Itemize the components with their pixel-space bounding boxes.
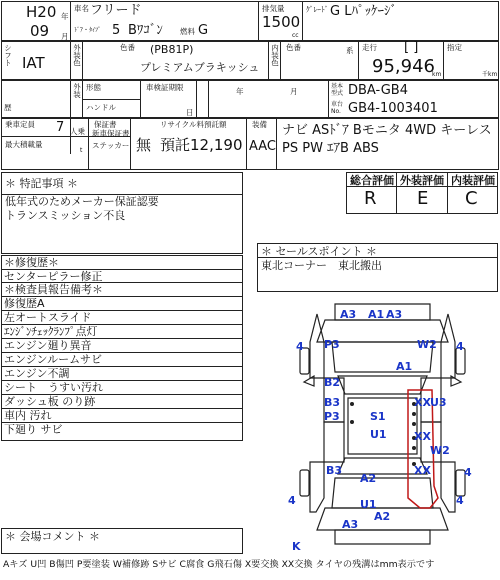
model: DBA-GB4 bbox=[348, 83, 408, 98]
displacement: 1500 bbox=[262, 13, 301, 31]
label-w2-r: W2 bbox=[417, 338, 437, 351]
label-w2-r2: W2 bbox=[430, 444, 450, 457]
assess-unit: 千km bbox=[482, 71, 498, 78]
label-k: K bbox=[292, 540, 301, 553]
row3-ext-label: 外装 bbox=[72, 83, 82, 98]
equipment: ナビ ASﾄﾞｱ Bモニタ 4WD キーレス PS PW ｴｱB ABS bbox=[282, 123, 492, 156]
capacity-unit: 人乗 bbox=[70, 127, 85, 136]
label-4-tr: 4 bbox=[456, 340, 464, 353]
grade: G Lﾊﾟｯｹｰｼﾞ bbox=[330, 4, 397, 19]
label-a3-b: A3 bbox=[342, 518, 359, 531]
mileage-brackets: [ ] bbox=[404, 40, 419, 55]
mileage-label: 走行 bbox=[362, 43, 377, 52]
ext-color-label: 外装色 bbox=[72, 44, 82, 67]
date-day: 日 bbox=[186, 108, 194, 117]
new-car-label: 新車保証書 bbox=[92, 129, 130, 138]
label-b3-l2: B3 bbox=[326, 464, 343, 477]
repair-title: ＊修復歴＊ bbox=[4, 256, 59, 269]
door-type-label: ﾄﾞｱ・ﾀｲﾌﾟ bbox=[74, 27, 102, 34]
car-name: フリード bbox=[90, 3, 142, 18]
era-year: H20 bbox=[26, 3, 57, 21]
inspection-item: 左オートスライド bbox=[4, 311, 92, 324]
inspection-item: エンジン廻り異音 bbox=[4, 339, 92, 352]
label-u1-c: U1 bbox=[370, 428, 387, 441]
label-s1: S1 bbox=[370, 410, 386, 423]
sticker: 無 bbox=[136, 136, 152, 154]
sales-point-title: ＊ セールスポイント ＊ bbox=[261, 245, 378, 258]
label-4-tl: 4 bbox=[296, 340, 304, 353]
displacement-unit: cc bbox=[292, 32, 299, 39]
max-load-label: 最大積載量 bbox=[5, 140, 43, 149]
date-year: 年 bbox=[236, 87, 244, 96]
inspection-title: ＊検査員報告備考＊ bbox=[4, 283, 103, 296]
fuel-label: 燃料 bbox=[180, 27, 195, 36]
chassis-label: 車台No. bbox=[331, 101, 344, 115]
special-notes-title: ＊ 特記事項 ＊ bbox=[5, 177, 78, 190]
color-name: プレミアムブラキッシュ bbox=[140, 61, 260, 74]
label-4-bl: 4 bbox=[288, 494, 296, 507]
label-4-br: 4 bbox=[456, 494, 464, 507]
label-xx1: XX bbox=[414, 396, 431, 409]
mileage-unit: km bbox=[432, 71, 442, 78]
label-u1-b: U1 bbox=[360, 498, 377, 511]
recycle-label: リサイクル料預託額 bbox=[160, 120, 227, 129]
shift: IAT bbox=[22, 54, 45, 72]
ac: AAC bbox=[249, 139, 276, 154]
car-damage-diagram bbox=[280, 298, 500, 560]
label-a2-c: A2 bbox=[360, 472, 377, 485]
inspection-item: エンジンルームサビ bbox=[4, 353, 102, 366]
venue-comment-title: ＊ 会場コメント ＊ bbox=[5, 530, 100, 543]
capacity: 7 bbox=[56, 120, 65, 135]
warranty-label: 保証書 bbox=[94, 120, 117, 129]
sticker-label: ステッカー bbox=[92, 141, 130, 150]
label-a3-top2: A3 bbox=[386, 308, 403, 321]
color-code: (PB81P) bbox=[150, 43, 194, 56]
displacement-label: 排気量 bbox=[262, 4, 285, 13]
month-unit: 月 bbox=[61, 32, 69, 41]
label-4-r2: 4 bbox=[464, 466, 472, 479]
body-type: Bﾜｺﾞﾝ bbox=[128, 23, 163, 38]
inspection-item: エンジン不調 bbox=[4, 367, 70, 380]
int-color-label: 内装色 bbox=[270, 44, 280, 67]
int-color-suffix: 系 bbox=[346, 46, 354, 55]
label-a1-r: A1 bbox=[396, 360, 413, 373]
fuel: G bbox=[198, 23, 209, 38]
inspection-item: シート うすい汚れ bbox=[4, 381, 103, 394]
label-p3-l2: P3 bbox=[324, 410, 340, 423]
car-name-label: 車名 bbox=[74, 4, 89, 13]
month: 09 bbox=[30, 22, 50, 40]
cert-label: 車検証期限 bbox=[146, 83, 184, 92]
repair-item: センターピラー修正 bbox=[4, 270, 103, 283]
label-u3: U3 bbox=[430, 396, 447, 409]
total-rating: R bbox=[364, 188, 377, 209]
special-note-line: 低年式のためメーカー保証認要 bbox=[5, 195, 159, 208]
label-b2-l: B2 bbox=[324, 376, 341, 389]
mileage: 95,946 bbox=[372, 56, 435, 77]
inspection-item: ｴﾝｼﾞﾝﾁｪｯｸﾗﾝﾌﾟ点灯 bbox=[4, 325, 98, 338]
label-xx2: XX bbox=[414, 430, 431, 443]
interior-rating-label: 内装評価 bbox=[451, 174, 495, 187]
max-load-unit: t bbox=[80, 147, 83, 154]
label-a1-top: A1 bbox=[368, 308, 385, 321]
total-rating-label: 総合評価 bbox=[350, 174, 394, 187]
label-a3-top1: A3 bbox=[340, 308, 357, 321]
sales-point-text: 東北コーナー 東北搬出 bbox=[261, 259, 382, 272]
inspection-item: 下廻り サビ bbox=[4, 423, 63, 436]
int-color-code-label: 色番 bbox=[286, 43, 301, 52]
inspection-item: ダッシュ板 のり跡 bbox=[4, 395, 96, 408]
legend: Aキズ U凹 B傷凹 P要塗装 W補修跡 Sサビ C腐食 G飛石傷 X要交換 XX交換 タイヤの残溝はmm表示です bbox=[3, 559, 435, 570]
chassis: GB4-1003401 bbox=[348, 101, 438, 116]
label-xx3: XX bbox=[414, 464, 431, 477]
model-label: 基本型式 bbox=[331, 83, 344, 97]
assess-label: 指定 bbox=[447, 43, 462, 52]
exterior-rating: E bbox=[417, 188, 429, 209]
equipment-label: 装備 bbox=[252, 120, 267, 129]
color-code-label: 色番 bbox=[120, 43, 135, 52]
history-label: 歴 bbox=[4, 103, 12, 112]
exterior-rating-label: 外装評価 bbox=[400, 174, 444, 187]
grade-label: ｸﾞﾚｰﾄﾞ bbox=[306, 5, 329, 14]
capacity-label: 乗車定員 bbox=[5, 120, 35, 129]
special-note-line: トランスミッション不良 bbox=[5, 209, 126, 222]
interior-rating: C bbox=[465, 188, 478, 209]
shape-label: 形態 bbox=[86, 83, 101, 92]
recycle: 預託12,190 bbox=[160, 136, 243, 154]
label-p3-l: P3 bbox=[324, 338, 340, 351]
handle-label: ハンドル bbox=[86, 103, 116, 112]
shift-label: シフト bbox=[3, 44, 13, 67]
label-b3-l: B3 bbox=[324, 396, 341, 409]
inspection-item: 修復歴A bbox=[4, 297, 45, 310]
inspection-item: 車内 汚れ bbox=[4, 409, 52, 422]
label-a2-b: A2 bbox=[374, 510, 391, 523]
door-count: 5 bbox=[112, 23, 121, 38]
date-month: 月 bbox=[290, 87, 298, 96]
year-unit: 年 bbox=[61, 12, 69, 21]
